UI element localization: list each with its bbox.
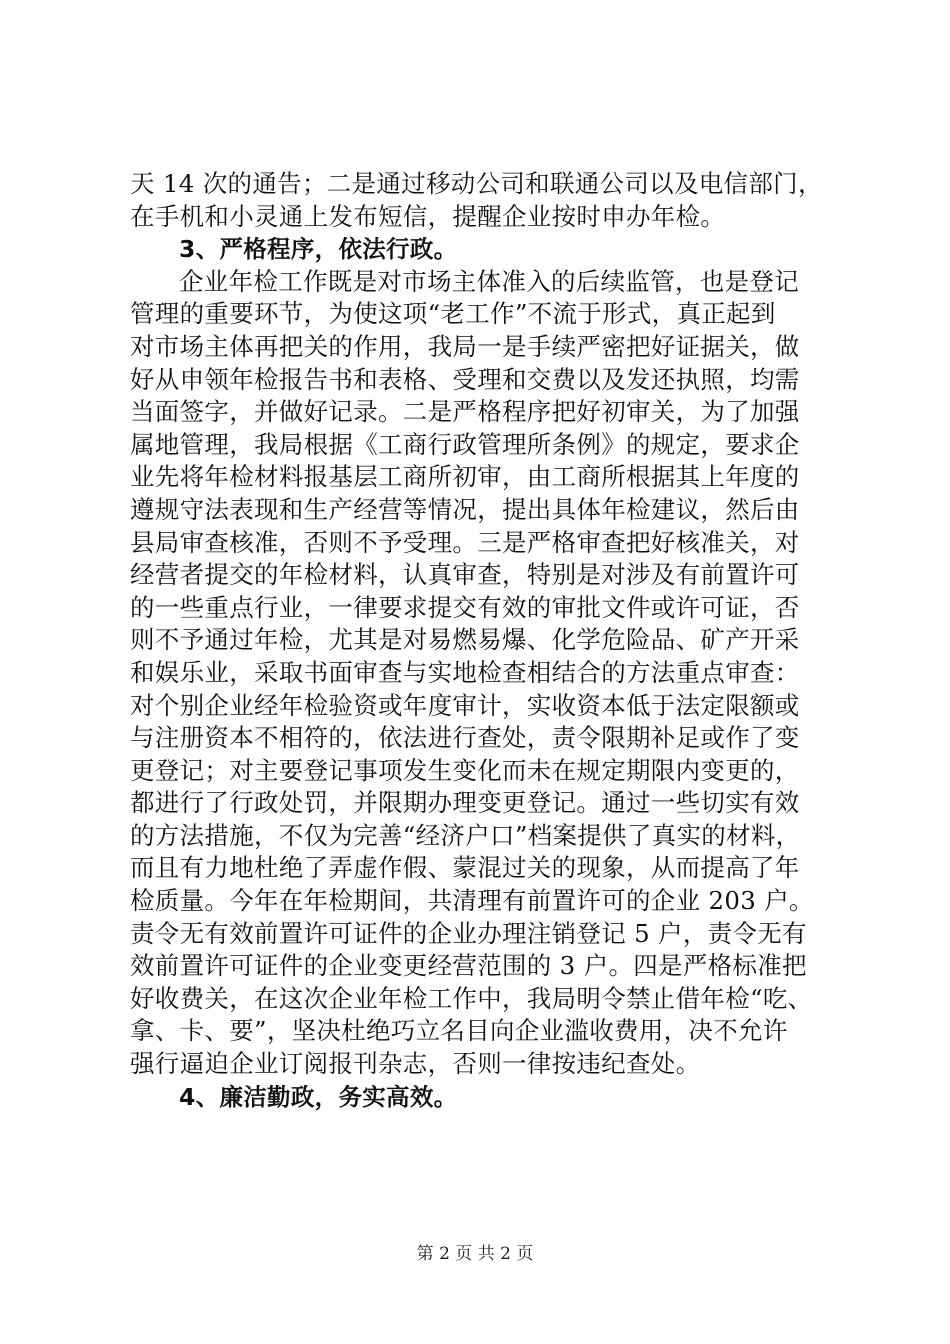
text-line: 属地管理，我局根据《工商行政管理所条例》的规定，要求企 bbox=[130, 429, 800, 459]
text-line: 的一些重点行业，一律要求提交有效的审批文件或许可证，否 bbox=[130, 592, 800, 622]
text-line: 业先将年检材料报基层工商所初审，由工商所根据其上年度的 bbox=[130, 462, 800, 492]
text-line: 更登记；对主要登记事项发生变化而未在规定期限内变更的， bbox=[130, 755, 800, 785]
text-line: 都进行了行政处罚，并限期办理变更登记。通过一些切实有效 bbox=[130, 788, 800, 818]
text-line: 对个别企业经年检验资或年度审计，实收资本低于法定限额或 bbox=[130, 690, 800, 720]
text-line: 则不予通过年检，尤其是对易燃易爆、化学危险品、矿产开采 bbox=[130, 625, 800, 655]
text-line: 县局审查核准，否则不予受理。三是严格审查把好核准关，对 bbox=[130, 527, 800, 557]
text-line: 好收费关，在这次企业年检工作中，我局明令禁止借年检“吃、 bbox=[130, 983, 813, 1013]
text-line: 检质量。今年在年检期间，共清理有前置许可的企业 203 户。 bbox=[130, 886, 814, 916]
text-line: 对市场主体再把关的作用，我局一是手续严密把好证据关，做 bbox=[130, 331, 800, 361]
text-line: 强行逼迫企业订阅报刊杂志，否则一律按违纪查处。 bbox=[130, 1049, 701, 1079]
text-line: 当面签字，并做好记录。二是严格程序把好初审关，为了加强 bbox=[130, 397, 800, 427]
text-line: 遵规守法表现和生产经营等情况，提出具体年检建议，然后由 bbox=[130, 494, 800, 524]
paragraph-first-line: 企业年检工作既是对市场主体准入的后续监管，也是登记 bbox=[179, 266, 799, 296]
text-line: 的方法措施，不仅为完善“经济户口”档案提供了真实的材料， bbox=[130, 820, 801, 850]
text-line: 经营者提交的年检材料，认真审查，特别是对涉及有前置许可 bbox=[130, 560, 800, 590]
text-line: 与注册资本不相符的，依法进行查处，责令限期补足或作了变 bbox=[130, 723, 800, 753]
text-line: 拿、卡、要”，坚决杜绝巧立名目向企业滥收费用，决不允许 bbox=[130, 1016, 788, 1046]
text-line: 好从申领年检报告书和表格、受理和交费以及发还执照，均需 bbox=[130, 364, 800, 394]
text-line: 和娱乐业，采取书面审查与实地检查相结合的方法重点审查： bbox=[130, 657, 800, 687]
text-line: 天 14 次的通告；二是通过移动公司和联通公司以及电信部门， bbox=[130, 169, 823, 198]
text-line: 管理的重要环节，为使这项“老工作”不流于形式，真正起到 bbox=[130, 299, 776, 329]
section-heading-4: 4、廉洁勤政，务实高效。 bbox=[179, 1082, 458, 1111]
section-heading-3: 3、严格程序，依法行政。 bbox=[179, 235, 458, 264]
document-body bbox=[130, 168, 830, 1113]
page-footer: 第 2 页 共 2 页 bbox=[416, 1244, 534, 1264]
text-line: 责令无有效前置许可证件的企业办理注销登记 5 户，责令无有 bbox=[130, 918, 807, 948]
text-line: 在手机和小灵通上发布短信，提醒企业按时申办年检。 bbox=[130, 201, 726, 231]
text-line: 而且有力地杜绝了弄虚作假、蒙混过关的现象，从而提高了年 bbox=[130, 853, 800, 883]
text-line: 效前置许可证件的企业变更经营范围的 3 户。四是严格标准把 bbox=[130, 951, 807, 981]
